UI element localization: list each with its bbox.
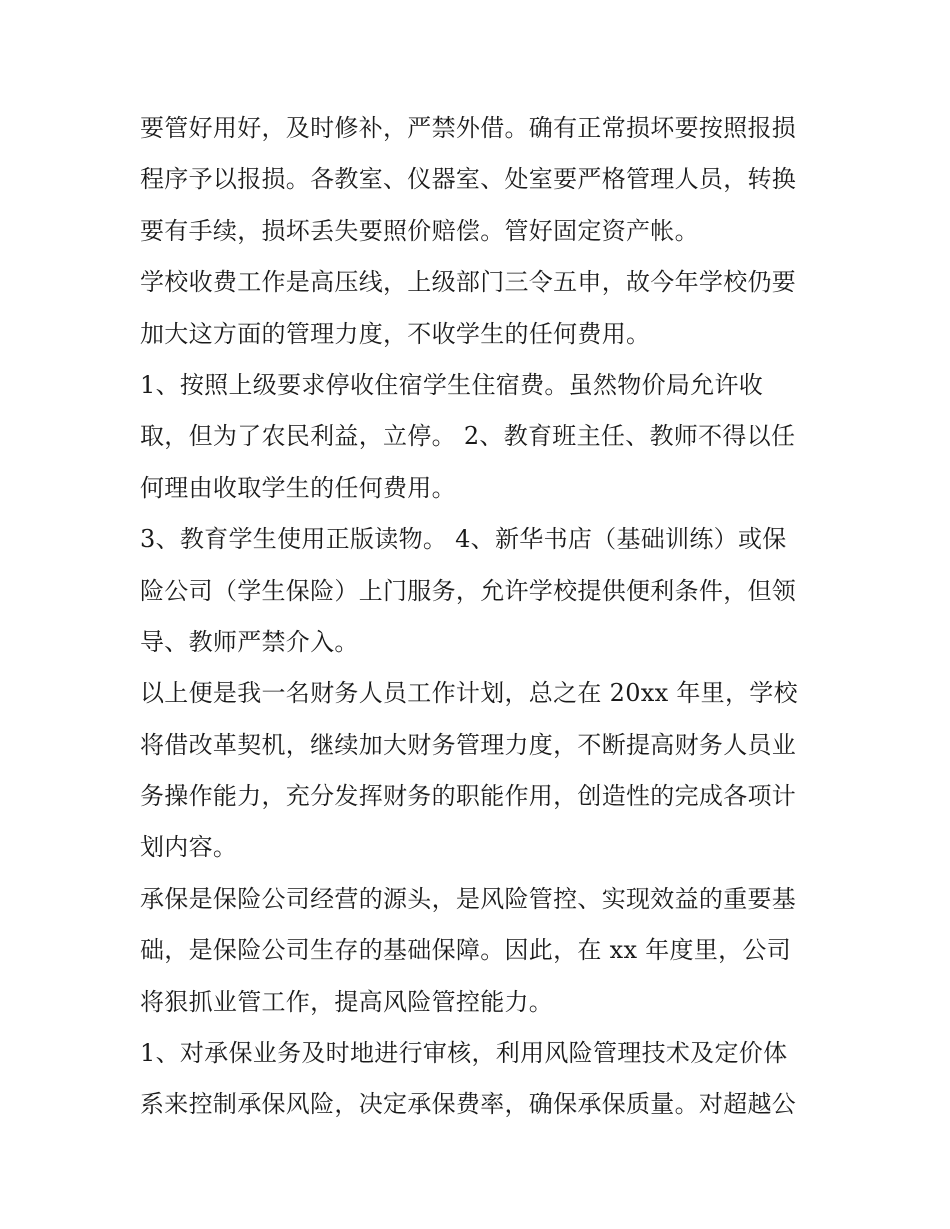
text-line: 划内容。 [140, 833, 238, 862]
document-body [140, 103, 820, 1131]
paragraph [140, 874, 820, 1028]
paragraph [140, 668, 820, 874]
text-line: 程序予以报损。各教室、仪器室、处室要严格管理人员，转换 [140, 165, 797, 194]
text-line: 以上便是我一名财务人员工作计划，总之在 20xx 年里，学校 [140, 679, 798, 708]
text-line: 要有手续，损坏丢失要照价赔偿。管好固定资产帐。 [140, 216, 699, 245]
text-line: 将借改革契机，继续加大财务管理力度，不断提高财务人员业 [140, 730, 797, 759]
paragraph [140, 257, 820, 360]
text-line: 将狠抓业管工作，提高风险管控能力。 [140, 987, 554, 1016]
text-line: 要管好用好，及时修补，严禁外借。确有正常损坏要按照报损 [140, 114, 797, 142]
text-line: 1、对承保业务及时地进行审核，利用风险管理技术及定价体 [140, 1039, 788, 1068]
text-line: 3、教育学生使用正版读物。 4、新华书店（基础训练）或保 [140, 525, 787, 554]
text-line: 1、按照上级要求停收住宿学生住宿费。虽然物价局允许收 [140, 370, 764, 399]
text-line: 承保是保险公司经营的源头，是风险管控、实现效益的重要基 [140, 884, 797, 913]
text-line: 险公司（学生保险）上门服务，允许学校提供便利条件，但领 [140, 576, 797, 605]
text-line: 取，但为了农民利益，立停。 2、教育班主任、教师不得以任 [140, 422, 796, 451]
text-line: 何理由收取学生的任何费用。 [140, 473, 456, 502]
text-line: 础，是保险公司生存的基础保障。因此，在 xx 年度里，公司 [140, 936, 792, 965]
text-line: 加大这方面的管理力度，不收学生的任何费用。 [140, 319, 651, 348]
text-line: 系来控制承保风险，决定承保费率，确保承保质量。对超越公 [140, 1090, 797, 1119]
paragraph [140, 360, 820, 514]
paragraph [140, 1028, 820, 1131]
text-line: 导、教师严禁介入。 [140, 627, 359, 656]
text-line: 务操作能力，充分发挥财务的职能作用，创造性的完成各项计 [140, 782, 797, 811]
paragraph [140, 514, 820, 668]
paragraph [140, 103, 820, 257]
text-line: 学校收费工作是高压线，上级部门三令五申，故今年学校仍要 [140, 268, 797, 297]
